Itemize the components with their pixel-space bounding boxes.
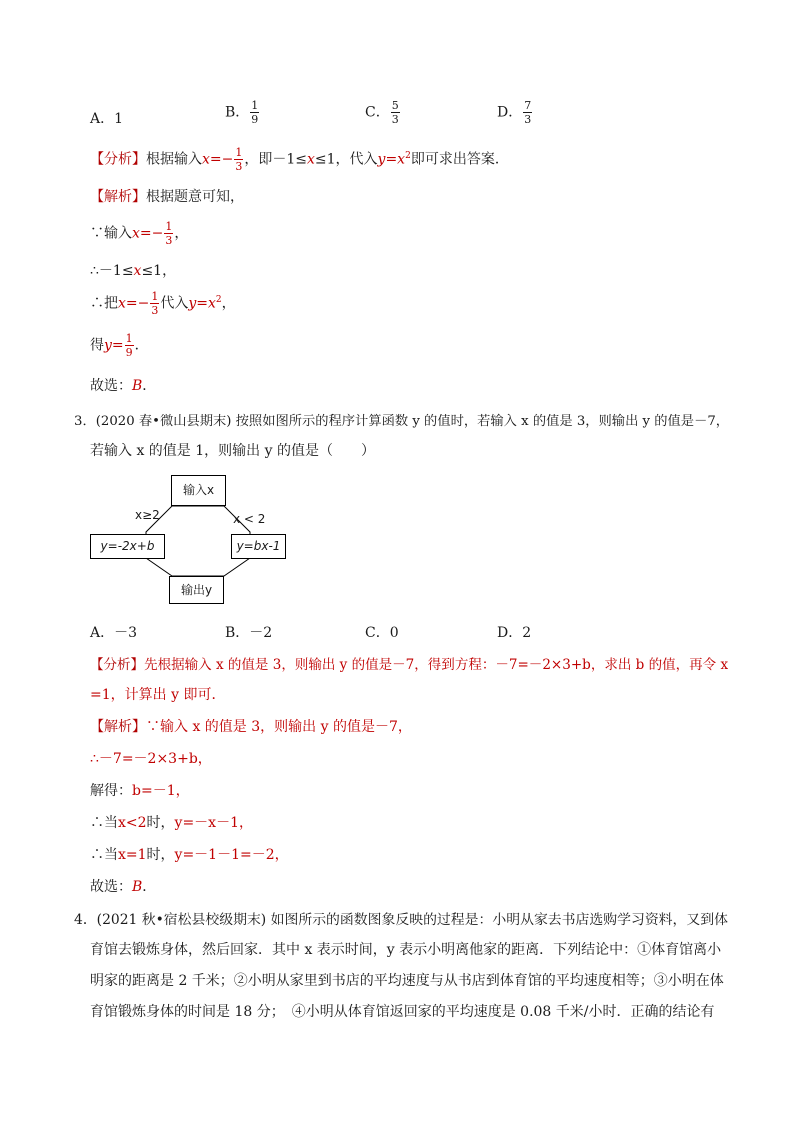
q3-option-a [90, 622, 137, 642]
analysis-math: x [307, 151, 315, 168]
option-letter: B． [225, 625, 250, 641]
solution-text: 根据题意可知， [146, 189, 244, 205]
step-text: ∴把 [90, 295, 118, 312]
fraction-numerator: 1 [251, 99, 259, 112]
q3-solution [90, 716, 412, 736]
right-formula: y=bx-1 [236, 539, 281, 553]
option-value: －3 [114, 625, 138, 641]
solution-tag: 【解析】 [90, 189, 146, 205]
step-text: 解得： [90, 783, 132, 799]
q2-option-b [225, 99, 260, 126]
input-box-label: 输入x [182, 483, 215, 497]
answer-label: 故选： [90, 879, 132, 895]
step-math: y=－1－1=－2， [174, 847, 289, 863]
fraction-denominator: 3 [391, 113, 399, 126]
answer-text: ． [142, 879, 157, 895]
option-letter: A． [90, 111, 115, 127]
step-math: x=− [118, 295, 150, 312]
step-text: ∵输入 [90, 225, 132, 242]
answer-value: B [132, 879, 143, 895]
fraction-numerator: 1 [125, 332, 133, 345]
q2-step-1 [90, 220, 188, 247]
analysis-text: ，即－1≤ [244, 151, 307, 168]
analysis-tag: 【分析】 [90, 657, 145, 673]
step-math: y=x [188, 295, 216, 312]
step-fraction [164, 220, 173, 247]
q3-option-d [497, 622, 531, 642]
q3-option-c [365, 622, 399, 642]
left-formula-box [90, 534, 165, 559]
step-math: x=− [132, 225, 164, 242]
step-text: 时， [146, 847, 175, 863]
step-text: ． [134, 337, 149, 354]
analysis-text: 先根据输入 x 的值是 3，则输出 y 的值是－7，得到方程：－7=－2×3+b，求出 b 的值，再令 x [144, 657, 729, 673]
output-box-label: 输出y [180, 583, 213, 597]
fraction-numerator: 1 [235, 146, 243, 159]
step-text: 时， [146, 815, 175, 831]
step-math: b=－1， [132, 783, 190, 799]
step-math: x=1 [118, 847, 147, 863]
left-condition: x≥2 [135, 508, 160, 522]
fraction-denominator: 3 [524, 113, 532, 126]
fraction-denominator: 9 [125, 346, 133, 359]
q2-answer [90, 375, 156, 395]
option-value: 0 [389, 625, 399, 641]
option-letter: C． [365, 625, 390, 641]
fraction-numerator: 7 [524, 99, 532, 112]
option-letter: B． [225, 104, 250, 121]
q2-step-2 [90, 260, 176, 280]
step-math: x [133, 263, 142, 279]
option-value: －2 [249, 625, 273, 641]
q3-stem-line-1: 3．(2020 春•微山县期末) 按照如图所示的程序计算函数 y 的值时，若输入 x 的值是 3，则输出 y 的值是－7， [74, 414, 730, 429]
fraction-denominator: 3 [235, 160, 243, 173]
step-fraction [125, 332, 134, 359]
solution-tag: 【解析】 [90, 719, 146, 735]
right-formula-box [231, 534, 286, 559]
analysis-text: 即可求出答案． [410, 151, 509, 168]
fraction-denominator: 3 [165, 234, 173, 247]
fraction-numerator: 1 [151, 290, 159, 303]
step-text: 代入 [160, 295, 189, 312]
q2-solution [90, 186, 244, 206]
analysis-fraction [234, 146, 243, 173]
analysis-math: x=− [202, 151, 234, 168]
answer-label: 故选： [90, 378, 132, 394]
step-text: ≤1， [141, 263, 177, 279]
analysis-text: 根据输入 [146, 151, 202, 168]
answer-text: ． [142, 378, 157, 394]
analysis-math: y=x [377, 151, 406, 168]
fraction-numerator: 1 [165, 220, 173, 233]
option-letter: A． [90, 625, 115, 641]
q3-option-b [225, 622, 272, 642]
q3-analysis-line-2: =1，计算出 y 即可． [90, 687, 226, 703]
option-fraction [250, 99, 259, 126]
analysis-text: ≤1，代入 [314, 151, 378, 168]
q3-stem-line-2: 若输入 x 的值是 1，则输出 y 的值是（ ） [90, 443, 375, 459]
fraction-denominator: 3 [151, 304, 159, 317]
step-fraction [150, 290, 159, 317]
q3-step-3 [90, 812, 253, 832]
q3-answer [90, 876, 156, 896]
q4-stem-line-3: 明家的距离是 2 千米；②小明从家里到书店的平均速度与从书店到体育馆的平均速度相等；③小明在体 [90, 973, 724, 989]
step-math: y= [104, 337, 124, 354]
right-condition: x < 2 [233, 512, 266, 526]
analysis-tag: 【分析】 [90, 151, 146, 168]
solution-text: ∵输入 x 的值是 3，则输出 y 的值是－7， [146, 719, 412, 735]
fraction-denominator: 9 [251, 113, 259, 126]
option-fraction [523, 99, 532, 126]
step-text: ∴当 [90, 815, 118, 831]
q2-option-d [497, 99, 533, 126]
q2-step-4 [90, 332, 149, 359]
q3-step-4 [90, 844, 289, 864]
option-letter: C． [365, 104, 390, 121]
option-fraction [391, 99, 400, 126]
q4-stem-line-1: 4．(2021 秋•宿松县校级期末) 如图所示的函数图象反映的过程是：小明从家去书店选购学习资料，又到体 [74, 912, 728, 928]
q2-option-c [365, 99, 401, 126]
q2-option-a [90, 108, 123, 128]
option-value: 1 [114, 111, 124, 127]
step-text: ∴当 [90, 847, 118, 863]
option-letter: D． [497, 625, 523, 641]
q3-analysis-line-1 [90, 653, 728, 673]
q2-analysis: 【分析】根据输入x=− $\frac{1}{3}$ ，即－1≤x≤1，代入$y=x^2$即可求出答案． [90, 146, 509, 173]
input-box [171, 475, 226, 506]
step-text: ， [174, 225, 189, 242]
q4-stem-line-2: 育馆去锻炼身体，然后回家．其中 x 表示时间，y 表示小明离他家的距离．下列结论中：①体育馆离小 [90, 942, 722, 958]
q2-step-3: ∴把x=− $\frac{1}{3}$ 代入$y=x^2$， [90, 290, 236, 317]
output-box [169, 576, 224, 604]
step-text: ∴－1≤ [90, 263, 134, 279]
fraction-numerator: 5 [391, 99, 399, 112]
step-text: ， [221, 295, 236, 312]
step-math: y=－x－1， [174, 815, 253, 831]
q4-stem-line-4: 育馆锻炼身体的时间是 18 分； ④小明从体育馆返回家的平均速度是 0.08 千米/小时．正确的结论有 [90, 1004, 715, 1020]
option-value: 2 [522, 625, 532, 641]
step-math: x<2 [118, 815, 147, 831]
q3-flowchart [88, 472, 288, 604]
answer-value: B [132, 378, 143, 394]
left-formula: y=-2x+b [100, 539, 155, 553]
step-text: 得 [90, 337, 104, 354]
q3-step-2 [90, 780, 190, 800]
option-letter: D． [497, 104, 523, 121]
q3-step-1: ∴－7=－2×3+b， [90, 751, 212, 767]
